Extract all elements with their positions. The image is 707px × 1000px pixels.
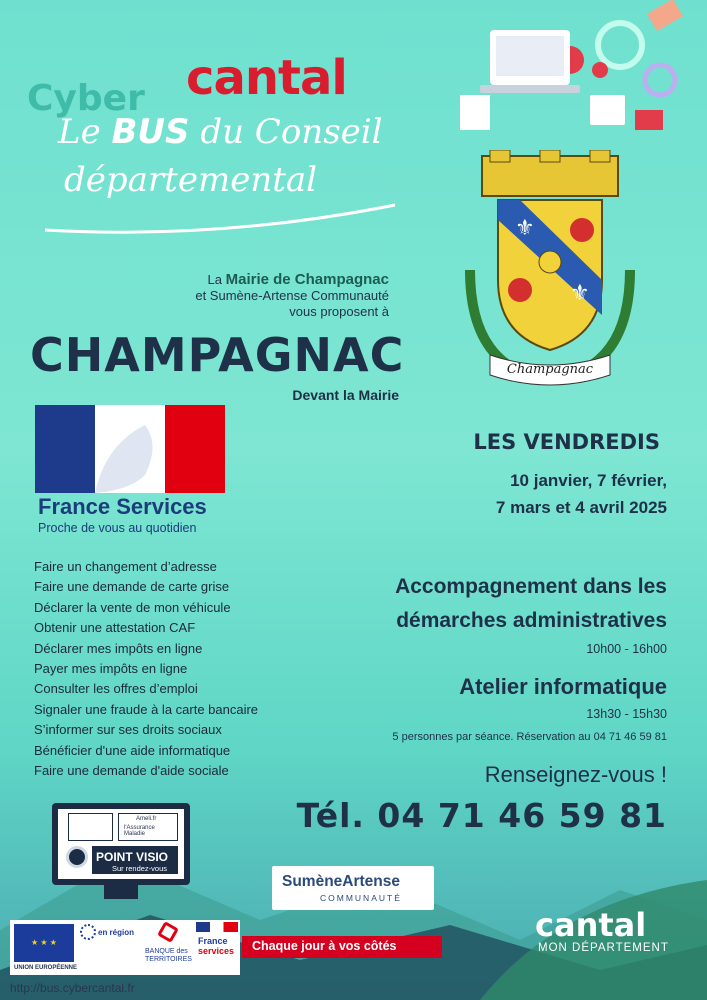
coat-of-arms <box>460 150 640 395</box>
intro-line-2: et Sumène-Artense Communauté <box>195 288 389 303</box>
title-cantal: cantal <box>186 50 347 106</box>
banque-label: BANQUE des TERRITOIRES <box>145 948 192 963</box>
visio-assurance: l'Assurance Maladie <box>124 825 155 837</box>
france-services-subtitle: Proche de vous au quotidien <box>38 521 197 535</box>
title-conseil: du Conseil <box>189 112 383 152</box>
svg-text:⚜: ⚜ <box>570 281 590 306</box>
intro-line-3: vous proposent à <box>289 304 389 319</box>
dates-line-2: 7 mars et 4 avril 2025 <box>495 498 667 517</box>
renseignez-text: Renseignez-vous ! <box>484 762 667 787</box>
location-text: Devant la Mairie <box>292 387 399 403</box>
list-item: Faire un changement d’adresse <box>34 559 217 574</box>
webcam-icon <box>66 846 88 868</box>
list-item: Obtenir une attestation CAF <box>34 620 196 636</box>
visio-subtitle: Sur rendez-vous <box>112 864 168 873</box>
visio-ameli: Ameli.fr <box>136 816 157 822</box>
accompagnement-title <box>395 570 667 638</box>
intro-la: La <box>207 272 226 287</box>
crest-label: Champagnac <box>506 362 594 377</box>
services-list <box>34 557 258 781</box>
atelier-title: Atelier informatique <box>459 674 667 699</box>
monitor-stand <box>104 885 138 899</box>
france-services-title: France Services <box>38 494 207 519</box>
region-label: en région <box>98 928 135 937</box>
list-item: Consulter les offres d’emploi <box>34 681 198 697</box>
slogan-text: Chaque jour à vos côtés <box>252 939 397 953</box>
reservation-note: 5 personnes par séance. Réservation au 04 71 46 59 81 <box>392 731 667 743</box>
town-name: CHAMPAGNAC <box>30 328 405 382</box>
intro-mairie: Mairie de Champagnac <box>225 271 389 288</box>
title-bus: BUS <box>111 112 190 152</box>
list-item: Faire une demande de carte grise <box>34 579 230 595</box>
list-item: Payer mes impôts en ligne <box>34 661 188 677</box>
fs-small-label-1: France <box>198 936 228 946</box>
list-item: Déclarer la vente de mon véhicule <box>34 599 231 615</box>
website-link[interactable]: http://bus.cybercantal.fr <box>10 981 135 995</box>
title-line-1 <box>58 112 383 152</box>
dates-line-1: 10 janvier, 7 février, <box>510 471 667 490</box>
schedule-dates <box>496 467 667 521</box>
eu-label: UNION EUROPÉENNE <box>14 965 78 971</box>
svg-text:⚜: ⚜ <box>515 216 535 241</box>
sumene-subtitle: COMMUNAUTÉ <box>320 893 402 903</box>
list-item: Faire une demande d'aide sociale <box>34 763 229 779</box>
list-item: S’informer sur ses droits sociaux <box>34 722 222 738</box>
title-cyber: Cyber <box>27 78 145 119</box>
list-item: Bénéficier d'une aide informatique <box>34 742 231 758</box>
sumene-title: SumèneArtense <box>282 873 401 890</box>
visio-logo-box <box>68 813 113 841</box>
france-services-logo <box>35 405 225 493</box>
title-swoosh <box>40 200 400 240</box>
eu-flag-icon: ★ ★ ★ <box>14 924 74 962</box>
accompagnement-hours: 10h00 - 16h00 <box>586 642 667 656</box>
accompagnement-line-2: démarches administratives <box>396 609 667 632</box>
visio-title: POINT VISIO <box>96 850 169 864</box>
accompagnement-line-1: Accompagnement dans les <box>395 575 667 598</box>
cantal-logo-subtitle: MON DÉPARTEMENT <box>538 942 669 954</box>
title-le: Le <box>58 112 112 152</box>
schedule-title: LES VENDREDIS <box>473 430 660 454</box>
list-item: Déclarer mes impôts en ligne <box>34 640 203 656</box>
title-line-2: départemental <box>64 160 318 200</box>
cantal-logo: cantal <box>535 906 647 944</box>
fs-small-label-2: services <box>198 946 235 956</box>
list-item: Signaler une fraude à la carte bancaire <box>34 701 259 717</box>
fs-small-logo <box>196 922 238 932</box>
atelier-hours: 13h30 - 15h30 <box>586 707 667 721</box>
phone-number[interactable]: Tél. 04 71 46 59 81 <box>296 796 667 835</box>
tech-illustration <box>440 0 700 150</box>
region-logo-icon <box>80 924 96 940</box>
intro-text <box>195 272 389 320</box>
